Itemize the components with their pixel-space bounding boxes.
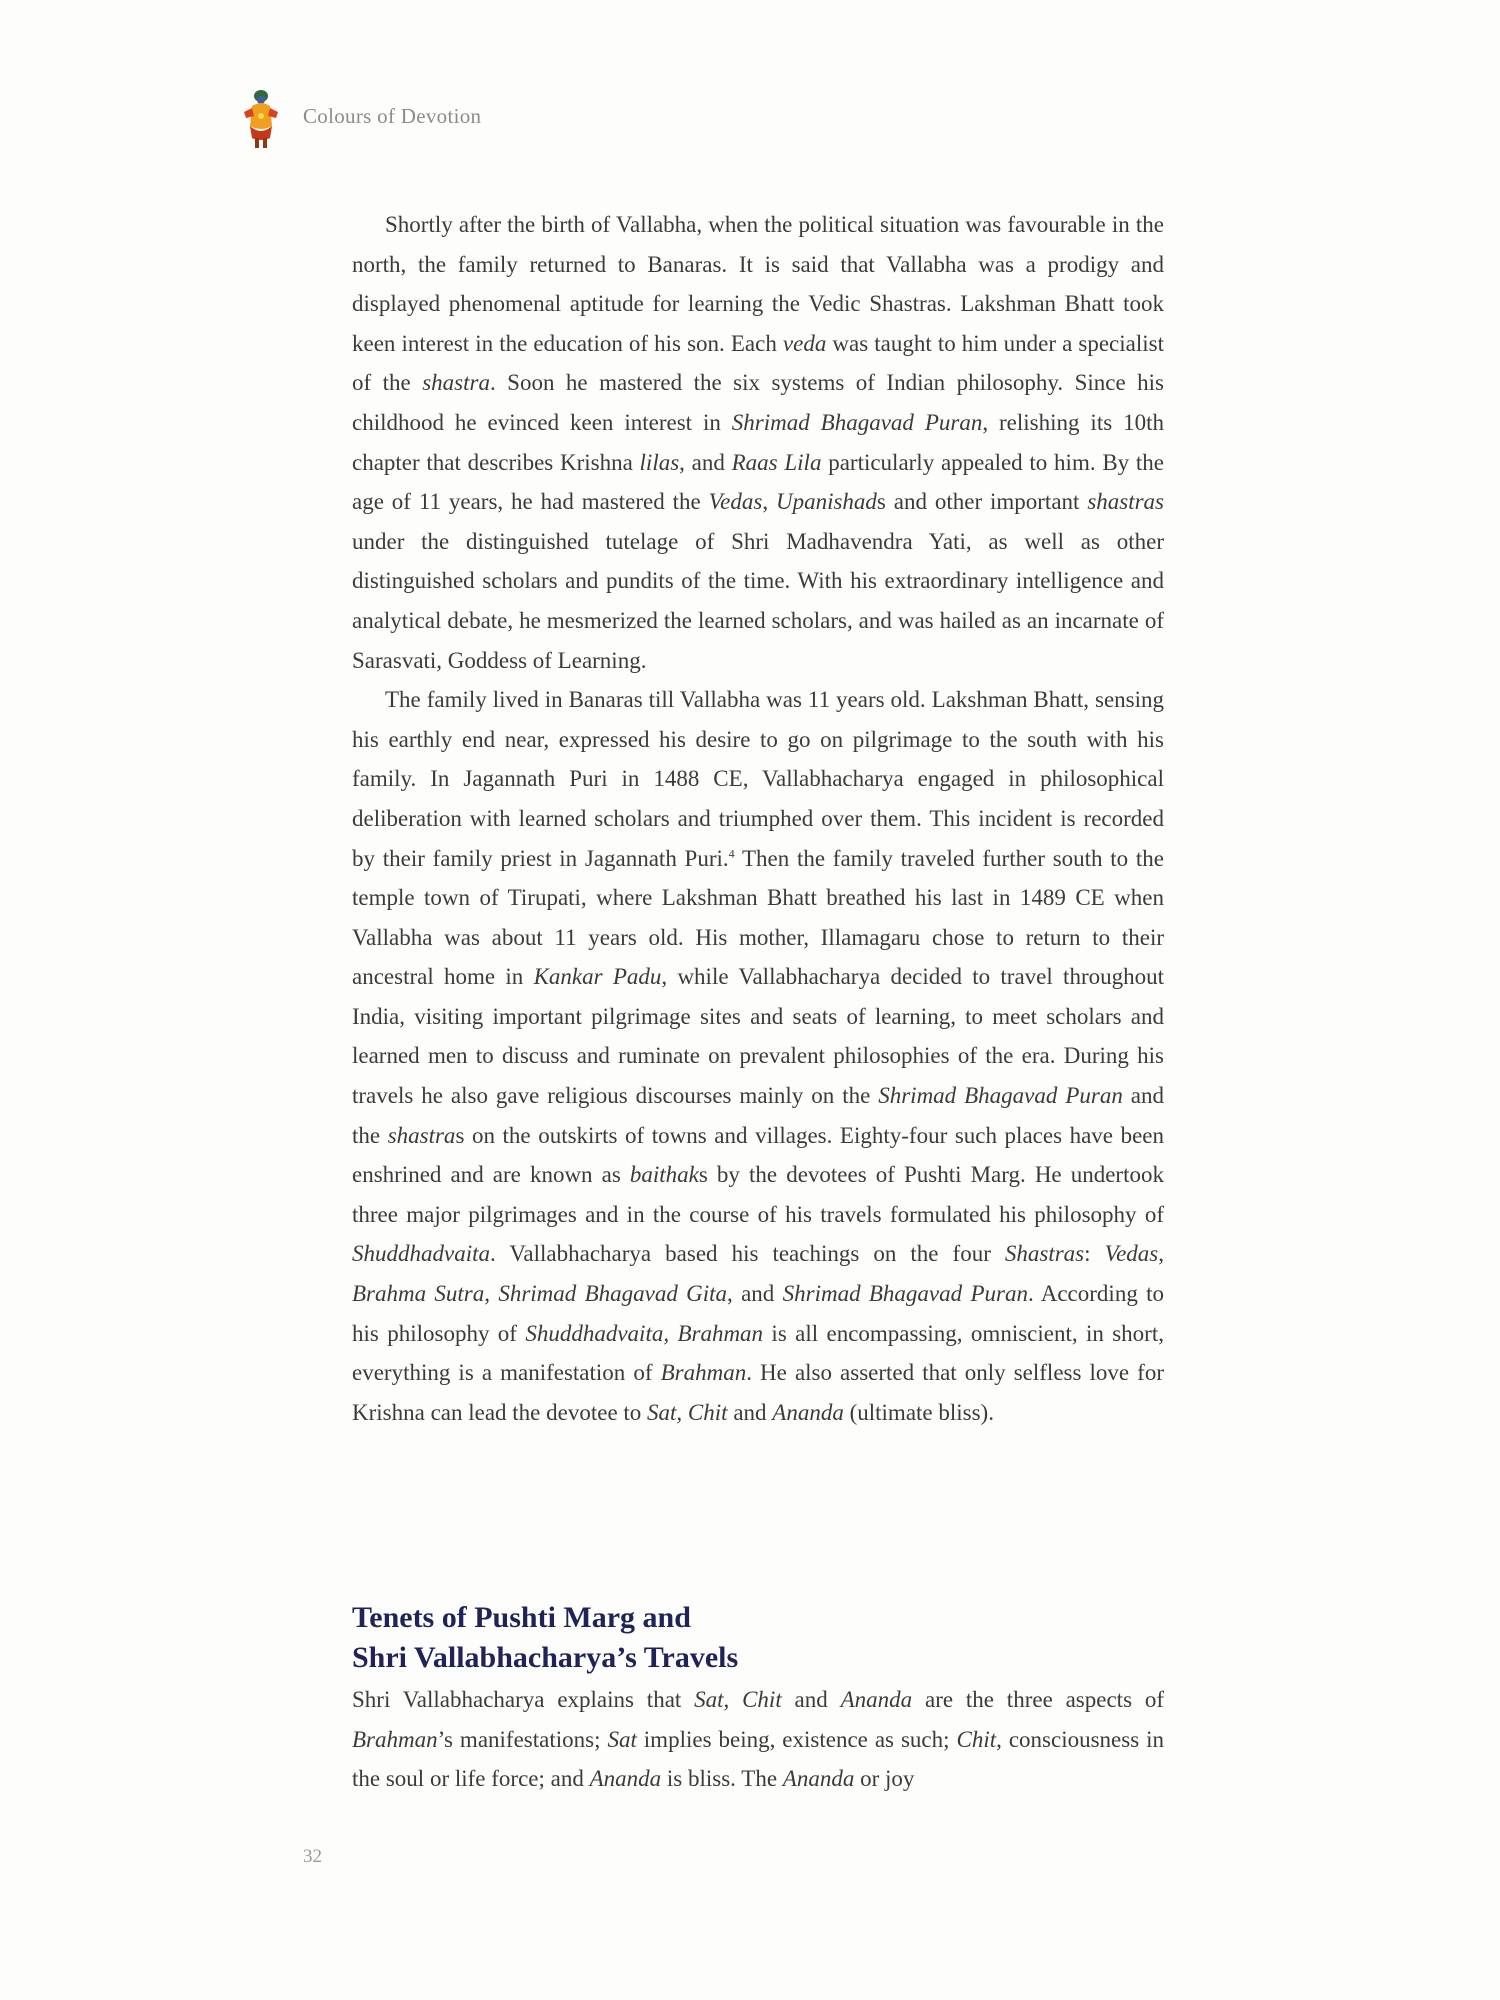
section-heading-line-2: Shri Vallabhacharya’s Travels	[352, 1641, 739, 1674]
footnote-marker[interactable]: 4	[728, 845, 735, 860]
section-heading	[352, 1598, 1164, 1678]
paragraph: Shri Vallabhacharya explains that Sat, Chit and Ananda are the three aspects of Brahman’s manifestations; Sat implies being, existence as such; Chit, consciousness in the soul or life force; and Ananda is bliss. The Ananda or joy	[352, 1687, 1165, 1792]
body-text	[352, 205, 1164, 1432]
running-title: Colours of Devotion	[303, 104, 482, 128]
page-number: 32	[303, 1846, 322, 1867]
paragraph: The family lived in Banaras till Vallabha was 11 years old. Lakshman Bhatt, sensing his earthly end near, expressed his desire to go on pilgrimage to the south with his family. In Jagannath Puri in 1488 CE, Vallabhacharya engaged in philosophical deliberation with learned scholars and triumphed over them. This incident is recorded by their family priest in Jagannath Puri.$^4$ Then the family traveled further south to the temple town of Tirupati, where Lakshman Bhatt breathed his last in 1489 CE when Vallabha was about 11 years old. His mother, Illamagaru chose to return to their ancestral home in Kankar Padu, while Vallabhacharya decided to travel throughout India, visiting important pilgrimage sites and seats of learning, to meet scholars and learned men to discuss and ruminate on prevalent philosophies of the era. During his travels he also gave religious discourses mainly on the Shrimad Bhagavad Puran and the shastras on the outskirts of towns and villages. Eighty-four such places have been enshrined and are known as baithaks by the devotees of Pushti Marg. He undertook three major pilgrimages and in the course of his travels formulated his philosophy of Shuddhadvaita. Vallabhacharya based his teachings on the four Shastras: Vedas, Brahma Sutra, Shrimad Bhagavad Gita, and Shrimad Bhagavad Puran. According to his philosophy of Shuddhadvaita, Brahman is all encompassing, omniscient, in short, everything is a manifestation of Brahman. He also asserted that only selfless love for Krishna can lead the devotee to Sat, Chit and Ananda (ultimate bliss).	[352, 687, 1165, 1425]
krishna-figure-icon	[236, 86, 286, 150]
section-body-text	[352, 1680, 1164, 1799]
paragraph: Shortly after the birth of Vallabha, when the political situation was favourable in the north, the family returned to Banaras. It is said that Vallabha was a prodigy and displayed phenomenal aptitude for learning the Vedic Shastras. Lakshman Bhatt took keen interest in the education of his son. Each veda was taught to him under a specialist of the shastra. Soon he mastered the six systems of Indian philosophy. Since his childhood he evinced keen interest in Shrimad Bhagavad Puran, relishing its 10th chapter that describes Krishna lilas, and Raas Lila particularly appealed to him. By the age of 11 years, he had mastered the Vedas, Upanishads and other important shastras under the distinguished tutelage of Shri Madhavendra Yati, as well as other distinguished scholars and pundits of the time. With his extraordinary intelligence and analytical debate, he mesmerized the learned scholars, and was hailed as an incarnate of Sarasvati, Goddess of Learning.	[352, 212, 1165, 673]
section-heading-line-1: Tenets of Pushti Marg and	[352, 1601, 691, 1634]
